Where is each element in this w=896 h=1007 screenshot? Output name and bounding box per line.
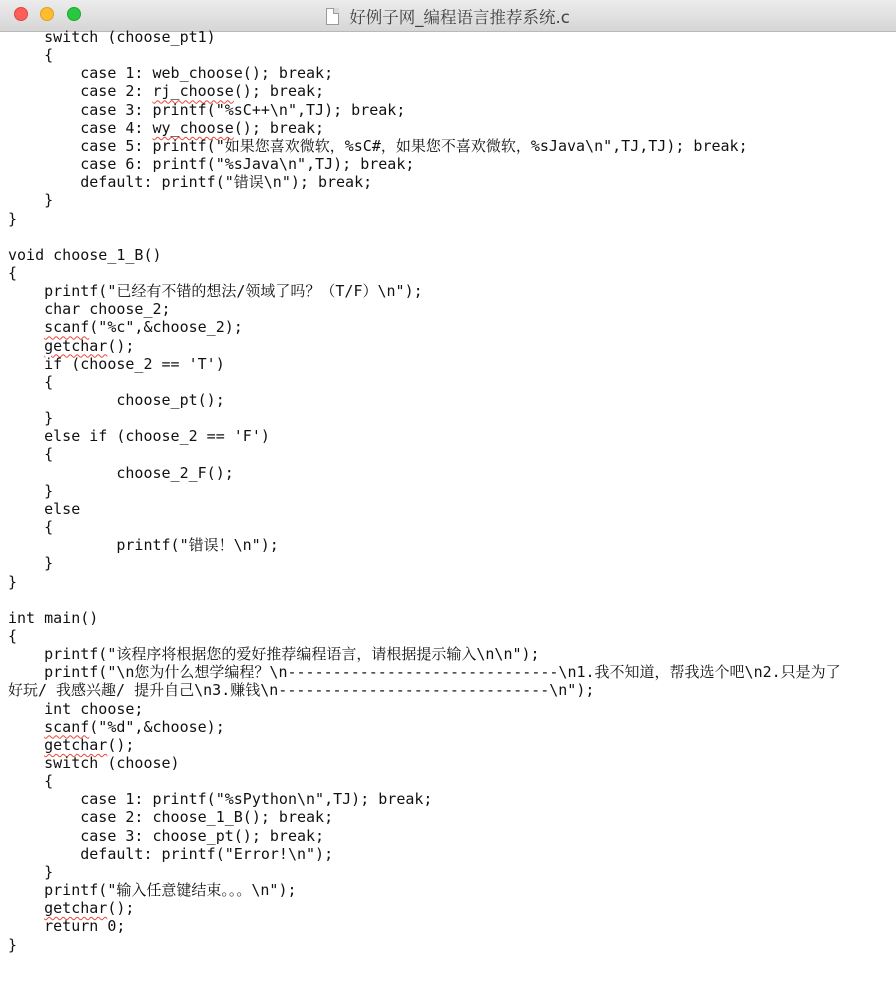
code-text: printf("错误！\n");	[8, 536, 279, 555]
code-text: ();	[107, 336, 135, 355]
code-line	[8, 173, 372, 191]
code-line	[8, 518, 53, 536]
code-line	[8, 409, 53, 427]
code-line	[8, 391, 225, 409]
code-text: else if (choose_2 == 'F')	[8, 427, 270, 446]
code-text: else	[8, 499, 81, 518]
code-text: }	[8, 935, 18, 954]
code-line	[8, 681, 594, 699]
code-line	[8, 827, 324, 845]
code-line	[8, 318, 243, 336]
code-text: {	[8, 263, 18, 282]
code-text	[8, 736, 44, 754]
code-text: ();	[107, 735, 135, 754]
code-line	[8, 700, 143, 718]
code-line	[8, 627, 17, 645]
code-text	[8, 337, 44, 355]
code-text: switch (choose_pt1)	[8, 28, 216, 46]
code-text: (); break;	[233, 82, 325, 101]
spellcheck-flagged-token: getchar	[44, 735, 108, 754]
code-text: ();	[107, 899, 135, 918]
code-line	[8, 191, 53, 209]
code-text: printf("该程序将根据您的爱好推荐编程语言，请根据提示输入\n\n");	[8, 645, 540, 664]
code-text: }	[8, 862, 54, 881]
code-text: {	[8, 626, 18, 645]
code-line	[8, 500, 80, 518]
code-text: case 3: printf("%sC++\n",TJ); break;	[8, 100, 406, 119]
code-text	[8, 899, 44, 917]
code-line	[8, 64, 333, 82]
code-text: 好玩/ 我感兴趣/ 提升自己\n3.赚钱\n------------------------------\n");	[8, 681, 595, 700]
code-text	[8, 318, 44, 336]
code-line	[8, 936, 17, 954]
code-line	[8, 573, 17, 591]
code-text: switch (choose)	[8, 754, 180, 772]
document-icon	[326, 8, 339, 25]
code-text	[8, 718, 44, 736]
code-line	[8, 482, 53, 500]
code-text: case 6: printf("%sJava\n",TJ); break;	[8, 155, 415, 173]
code-line	[8, 845, 333, 863]
code-line	[8, 536, 279, 554]
code-text: printf("\n您为什么想学编程？\n------------------------------\n1.我不知道，帮我选个吧\n2.只是为了	[8, 663, 841, 682]
code-text: case 4:	[8, 118, 153, 137]
code-line	[8, 337, 134, 355]
code-text: }	[8, 209, 18, 228]
code-text: case 2:	[8, 82, 153, 101]
spellcheck-flagged-token: scanf	[44, 717, 90, 736]
spellcheck-flagged-token: getchar	[44, 336, 108, 355]
code-text: }	[8, 554, 54, 573]
code-editor[interactable]	[0, 28, 896, 1007]
code-line	[8, 881, 297, 899]
code-line	[8, 155, 414, 173]
code-line	[8, 119, 324, 137]
code-text: case 2: choose_1_B(); break;	[8, 808, 334, 827]
code-line	[8, 554, 53, 572]
code-text: ("%d",&choose);	[89, 717, 225, 736]
code-line	[8, 246, 162, 264]
code-line	[8, 355, 225, 373]
spellcheck-flagged-token: getchar	[44, 899, 108, 918]
code-line	[8, 264, 17, 282]
code-text: (); break;	[233, 118, 325, 137]
code-text: void choose_1_B()	[8, 245, 162, 264]
spellcheck-flagged-token: wy_choose	[152, 118, 234, 137]
spellcheck-flagged-token: scanf	[44, 318, 90, 337]
code-line	[8, 101, 405, 119]
code-text: if (choose_2 == 'T')	[8, 354, 225, 373]
code-line	[8, 282, 423, 300]
code-line	[8, 137, 748, 155]
code-line	[8, 464, 234, 482]
code-text: case 1: web_choose(); break;	[8, 64, 334, 83]
code-text: printf("已经有不错的想法/领域了吗？（T/F）\n");	[8, 282, 423, 301]
code-text: case 5: printf("如果您喜欢微软，%sC#，如果您不喜欢微软，%sJava\n",TJ,TJ); break;	[8, 136, 748, 155]
code-line	[8, 754, 180, 772]
code-text: }	[8, 409, 54, 428]
code-text: {	[8, 518, 54, 536]
code-line	[8, 808, 333, 826]
code-line	[8, 917, 125, 935]
code-text: char choose_2;	[8, 300, 171, 319]
code-text: case 1: printf("%sPython\n",TJ); break;	[8, 790, 433, 809]
code-text: return 0;	[8, 917, 126, 936]
code-line	[8, 373, 53, 391]
code-text: choose_pt();	[8, 391, 225, 409]
code-line	[8, 790, 432, 808]
code-line	[8, 46, 53, 64]
code-text: {	[8, 46, 54, 65]
code-line	[8, 445, 53, 463]
code-line	[8, 427, 270, 445]
code-text: {	[8, 372, 54, 391]
code-line	[8, 82, 324, 100]
code-text: default: printf("错误\n"); break;	[8, 173, 373, 192]
code-text: case 3: choose_pt(); break;	[8, 826, 325, 845]
code-text: }	[8, 481, 54, 500]
code-text: int main()	[8, 608, 99, 627]
code-text: {	[8, 772, 54, 791]
code-text: ("%c",&choose_2);	[89, 318, 243, 337]
code-text: int choose;	[8, 699, 144, 718]
code-line	[8, 718, 225, 736]
code-text: printf("输入任意键结束。。。\n");	[8, 881, 297, 899]
code-line	[8, 663, 841, 681]
code-line	[8, 300, 171, 318]
code-line	[8, 863, 53, 881]
code-text: }	[8, 191, 54, 210]
code-line	[8, 645, 540, 663]
code-line	[8, 736, 134, 754]
code-text: default: printf("Error!\n");	[8, 844, 334, 863]
code-line	[8, 772, 53, 790]
code-line	[8, 899, 134, 917]
code-line	[8, 28, 216, 46]
code-text: {	[8, 445, 54, 464]
code-text: choose_2_F();	[8, 463, 234, 482]
window-title: 好例子网_编程语言推荐系统.c	[349, 8, 570, 27]
code-line	[8, 609, 98, 627]
code-text: }	[8, 572, 18, 591]
spellcheck-flagged-token: rj_choose	[152, 82, 234, 101]
code-line	[8, 210, 17, 228]
